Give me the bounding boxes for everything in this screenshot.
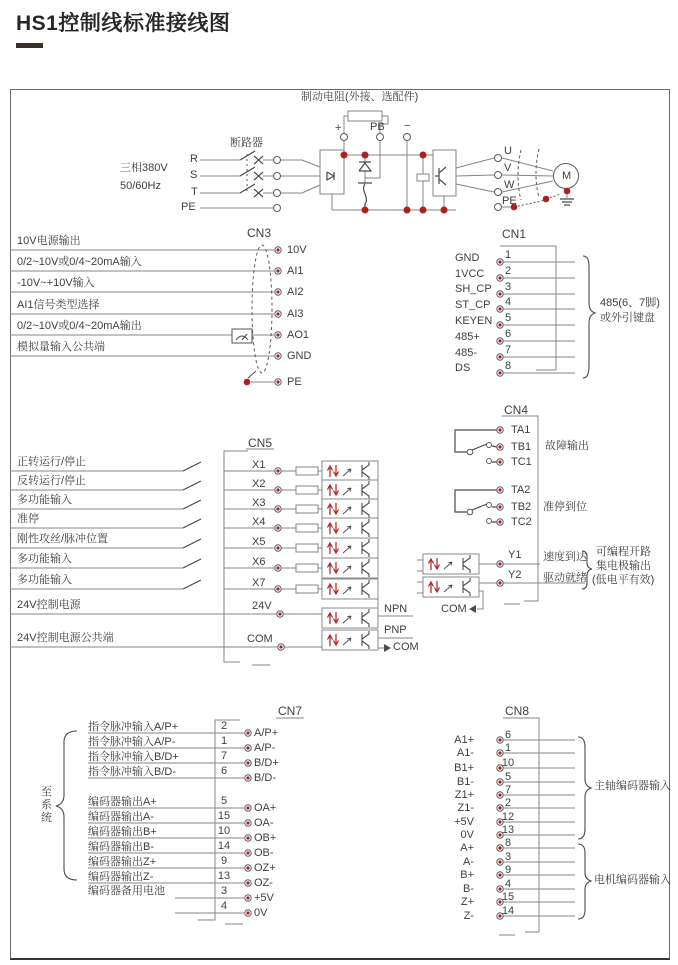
cn7-name: OA+ xyxy=(254,802,277,814)
supply-voltage-label: 三相380V xyxy=(120,162,168,174)
cn7-pin: 2 xyxy=(220,720,228,732)
cn8-pin: 1 xyxy=(504,742,512,754)
cn5-desc: 多功能输入 xyxy=(17,553,72,565)
cn7-name: OB+ xyxy=(254,832,277,844)
cn8-pin: 8 xyxy=(504,837,512,849)
cn7-desc: 指令脉冲输入A/P+ xyxy=(88,721,179,733)
cn4-pin: TA1 xyxy=(511,424,531,436)
cn8-name: A1- xyxy=(456,747,474,759)
cn8-name: A+ xyxy=(460,842,474,854)
cn3-pin: 10V xyxy=(287,244,307,256)
motor-cable-shield xyxy=(518,149,539,200)
cn1-label: CN1 xyxy=(502,227,527,241)
npn-label: NPN xyxy=(384,603,408,615)
cn5-desc: 刚性攻丝/脉冲位置 xyxy=(17,533,109,545)
cn7-desc: 指令脉冲输入B/D- xyxy=(88,766,176,778)
speed-reached-label: 速度到达 xyxy=(543,551,587,563)
supply-freq-label: 50/60Hz xyxy=(120,180,161,192)
output-w-label: W xyxy=(504,179,515,191)
cn1-pin: 5 xyxy=(505,312,512,324)
cn7-desc: 编码器输出Z+ xyxy=(88,856,157,868)
pnp-label: PNP xyxy=(384,624,407,636)
rectifier-box xyxy=(320,150,344,194)
cn7-pin: 9 xyxy=(220,855,228,867)
cn7-name: B/D- xyxy=(254,772,276,784)
breaker-levers xyxy=(240,151,255,193)
cn7-desc: 编码器输出A- xyxy=(88,811,154,823)
cn7-name: OB- xyxy=(254,847,274,859)
dc-capacitor xyxy=(417,174,429,181)
dc-minus-label: − xyxy=(404,120,411,132)
cn8-name: B1- xyxy=(456,776,474,788)
brake-resistor-symbol xyxy=(348,111,382,121)
cn5-label: CN5 xyxy=(248,436,273,450)
cn4-label: CN4 xyxy=(504,403,529,417)
brake-resistor-label: 制动电阻(外接、选配件) xyxy=(301,91,419,103)
pb-label: PB xyxy=(370,121,385,133)
cn3-desc: 10V电源输出 xyxy=(17,235,81,247)
cn1-pin: 1 xyxy=(505,249,512,261)
cn8-pin: 3 xyxy=(504,851,512,863)
cn7-desc: 指令脉冲输入B/D+ xyxy=(88,751,179,763)
cn8-name: +5V xyxy=(454,816,474,828)
cn7-desc: 编码器输出B+ xyxy=(88,826,157,838)
cn1-note-1: 485(6、7脚) xyxy=(600,297,660,309)
pe-dotted-link xyxy=(514,194,561,207)
encoder-battery-label: 编码器备用电池 xyxy=(88,885,165,897)
to-system-label: 至系统 xyxy=(41,786,52,824)
cn8-name: Z1- xyxy=(457,802,474,814)
cn5-pin: X4 xyxy=(252,516,266,528)
cn5-pin: X2 xyxy=(252,478,266,490)
cn8-name: A- xyxy=(463,856,474,868)
cn8-name: Z1+ xyxy=(454,789,474,801)
cn7-pin: 3 xyxy=(220,885,228,897)
cn1-pin: 3 xyxy=(505,281,512,293)
cn7-desc: 编码器输出B- xyxy=(88,841,154,853)
cn8-pin: 14 xyxy=(501,905,515,917)
cn8-pin: 7 xyxy=(504,784,512,796)
cn8-pin: 4 xyxy=(504,878,512,890)
breaker-x-contacts xyxy=(254,156,263,197)
cn4-pin: TC1 xyxy=(511,456,532,468)
cn7-pin: 6 xyxy=(220,765,228,777)
cn3-pin: GND xyxy=(287,350,312,362)
cn5-desc: 反转运行/停止 xyxy=(17,475,87,487)
output-v-label: V xyxy=(504,162,512,174)
cn3-pin: AI1 xyxy=(287,265,304,277)
shield-drain xyxy=(248,371,256,378)
y-com-arrow xyxy=(469,605,476,613)
cn5-com-desc: 24V控制电源公共端 xyxy=(17,632,114,644)
cn8-name: B- xyxy=(463,883,474,895)
cn5-pin: X1 xyxy=(252,459,266,471)
cn1-name: GND xyxy=(455,252,480,264)
motor-label: M xyxy=(562,170,572,182)
cn3-desc: AI1信号类型选择 xyxy=(17,299,100,311)
cn3-label: CN3 xyxy=(247,226,272,240)
cn3-desc: 0/2~10V或0/4~20mA输入 xyxy=(17,256,142,268)
cn8-pin: 9 xyxy=(504,864,512,876)
spindle-encoder-label: 主轴编码器输入 xyxy=(594,780,671,792)
pnp-com-label: COM xyxy=(393,641,419,653)
cn5-pin: X7 xyxy=(252,577,266,589)
y-note-3: (低电平有效) xyxy=(592,574,655,586)
input-t-label: T xyxy=(191,186,198,198)
cn1-name: 1VCC xyxy=(455,268,485,280)
y-note-2: 集电极输出 xyxy=(596,560,651,572)
cn1-name: SH_CP xyxy=(455,283,492,295)
cn4-pin: TC2 xyxy=(511,516,532,528)
cn1-name: DS xyxy=(455,362,471,374)
input-pe-label: PE xyxy=(181,201,196,213)
cn5-pin: X3 xyxy=(252,497,266,509)
cn7-name: A/P- xyxy=(254,742,276,754)
cn4-pin: TB2 xyxy=(511,501,532,513)
cn7-pin: 4 xyxy=(220,900,228,912)
cn1-pin: 4 xyxy=(505,296,512,308)
cn3-desc: -10V~+10V输入 xyxy=(17,277,95,289)
cn4-pin: TB1 xyxy=(511,441,532,453)
inverter-box xyxy=(433,150,456,196)
cn8-pin: 15 xyxy=(501,891,515,903)
cn7-desc: 编码器输出A+ xyxy=(88,796,157,808)
ground-icon xyxy=(560,199,574,205)
cn1-name: 485+ xyxy=(455,331,480,343)
cn1-name: KEYEN xyxy=(455,315,493,327)
fault-output-label: 故障输出 xyxy=(545,440,589,452)
cn7-name: OA- xyxy=(254,817,274,829)
cn3-shield xyxy=(252,245,272,373)
cn8-brace-1 xyxy=(578,737,591,839)
cn7-pin: 15 xyxy=(217,810,231,822)
cn8-name: A1+ xyxy=(454,734,474,746)
output-pe-label: PE xyxy=(502,195,517,207)
cn5-desc: 准停 xyxy=(17,513,39,525)
cn8-brace-2 xyxy=(578,844,591,919)
y1-label: Y1 xyxy=(508,549,522,561)
cn7-name: B/D+ xyxy=(254,757,279,769)
cn3-pin: AO1 xyxy=(287,329,310,341)
cn8-pin: 13 xyxy=(501,824,515,836)
pnp-com-arrow xyxy=(384,644,391,652)
cn1-pin: 8 xyxy=(505,360,512,372)
cn8-name: B+ xyxy=(460,869,474,881)
cn8-pin: 12 xyxy=(501,811,515,823)
cn7-label: CN7 xyxy=(278,704,303,718)
input-r-label: R xyxy=(190,153,198,165)
cn8-name: 0V xyxy=(460,829,474,841)
cn8-name: Z+ xyxy=(460,896,474,908)
y-note-1: 可编程开路 xyxy=(596,546,651,558)
cn7-name: OZ+ xyxy=(254,862,276,874)
cn7-name: OZ- xyxy=(254,877,273,889)
cn3-pin: AI2 xyxy=(287,286,304,298)
cn1-name: 485- xyxy=(455,347,478,359)
cn7-name: A/P+ xyxy=(254,727,279,739)
cn1-name: ST_CP xyxy=(455,299,491,311)
cn8-pin: 5 xyxy=(504,771,512,783)
input-s-label: S xyxy=(190,169,198,181)
cn5-desc: 多功能输入 xyxy=(17,574,72,586)
cn1-note-2: 或外引键盘 xyxy=(600,312,655,324)
cn8-pin: 2 xyxy=(504,797,512,809)
cn7-name: 0V xyxy=(254,907,268,919)
cn8-pin: 10 xyxy=(501,757,515,769)
drive-ready-label: 驱动就绪 xyxy=(543,572,587,584)
cn7-desc: 指令脉冲输入A/P- xyxy=(88,736,176,748)
orient-done-label: 准停到位 xyxy=(543,501,587,513)
cn8-label: CN8 xyxy=(505,704,530,718)
dc-plus-label: + xyxy=(335,122,342,134)
optocoupler-array xyxy=(322,461,479,650)
cn1-pin: 2 xyxy=(505,265,512,277)
motor-encoder-label: 电机编码器输入 xyxy=(594,874,671,886)
input-switch-levers xyxy=(183,462,201,589)
cn8-name: B1+ xyxy=(454,762,474,774)
cn7-pin: 7 xyxy=(220,750,228,762)
cn1-pin: 6 xyxy=(505,328,512,340)
to-system-brace xyxy=(56,731,77,880)
cn8-name: Z- xyxy=(463,910,474,922)
cn7-desc: 编码器输出Z- xyxy=(88,871,154,883)
cn3-pe-pin: PE xyxy=(287,376,302,388)
cn8-pin: 6 xyxy=(504,729,512,741)
y2-label: Y2 xyxy=(508,569,522,581)
cn1-brace xyxy=(583,256,595,378)
page-title: HS1控制线标准接线图 xyxy=(16,12,231,35)
cn5-24v-pin: 24V xyxy=(252,600,272,612)
cn5-com-pin: COM xyxy=(247,633,273,645)
cn7-pin: 1 xyxy=(220,735,228,747)
cn5-desc: 多功能输入 xyxy=(17,494,72,506)
cn7-name: +5V xyxy=(254,892,274,904)
cn4-pin: TA2 xyxy=(511,484,531,496)
cn7-pin: 5 xyxy=(220,795,228,807)
cn7-pin: 13 xyxy=(217,870,231,882)
y-com-label: COM xyxy=(441,603,467,615)
output-u-label: U xyxy=(504,145,512,157)
cn5-pin: X6 xyxy=(252,556,266,568)
cn7-pin: 10 xyxy=(217,825,231,837)
cn5-pin: X5 xyxy=(252,536,266,548)
breaker-label: 断路器 xyxy=(230,137,263,149)
cn7-pin: 14 xyxy=(217,840,231,852)
cn1-pin: 7 xyxy=(505,344,512,356)
cn5-desc: 正转运行/停止 xyxy=(17,456,87,468)
cn3-desc: 模拟量输入公共端 xyxy=(17,341,105,353)
cn3-pin: AI3 xyxy=(287,308,304,320)
brake-chopper xyxy=(358,162,372,210)
cn5-24v-desc: 24V控制电源 xyxy=(17,599,81,611)
cn3-desc: 0/2~10V或0/4~20mA输出 xyxy=(17,320,142,332)
